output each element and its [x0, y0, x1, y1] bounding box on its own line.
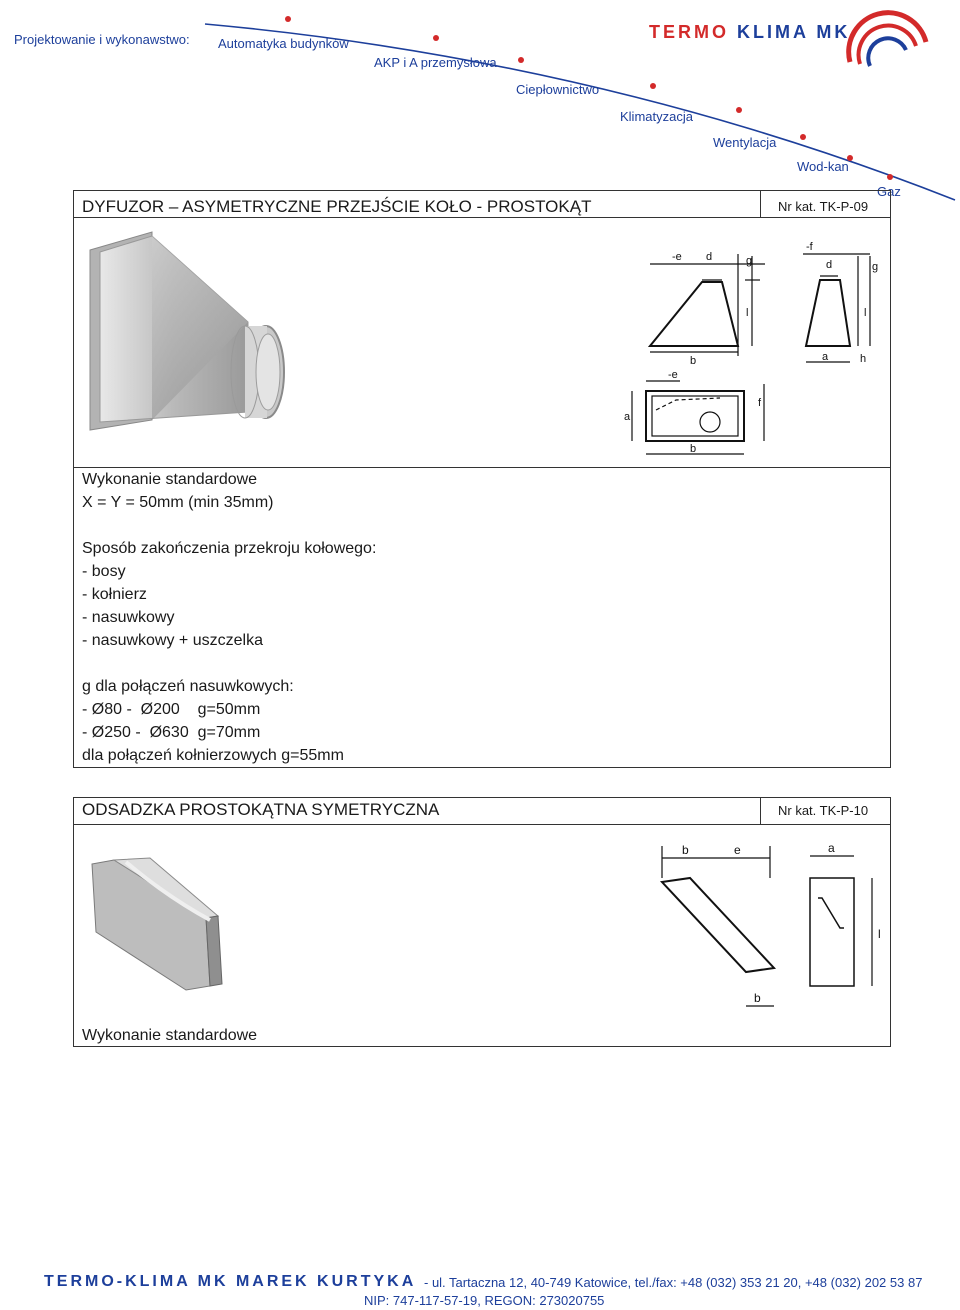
dim-label: b	[682, 843, 689, 857]
offset-photo	[86, 856, 236, 996]
section1-catalog: Nr kat. TK-P-09	[778, 199, 869, 214]
offset-drawing	[650, 838, 890, 1018]
services-label: Projektowanie i wykonawstwo:	[14, 32, 190, 47]
section2-catalog: Nr kat. TK-P-10	[778, 803, 869, 818]
footer-nip: NIP: 747-117-57-19, REGON: 273020755	[364, 1293, 605, 1308]
section1-line: Sposób zakończenia przekroju kołowego:	[82, 540, 377, 557]
service-gaz: Gaz	[877, 184, 901, 199]
dim-label: l	[746, 307, 749, 319]
section1-line: Wykonanie standardowe	[82, 471, 258, 488]
section1-title: DYFUZOR – ASYMETRYCZNE PRZEJŚCIE KOŁO - PROSTOKĄT	[82, 197, 592, 216]
section2-title: ODSADZKA PROSTOKĄTNA SYMETRYCZNA	[82, 800, 440, 819]
dim-label: a	[624, 411, 631, 423]
section1-line: - bosy	[82, 563, 126, 580]
dim-label: a	[828, 841, 835, 855]
dim-label: f	[758, 397, 762, 409]
service-automatyka: Automatyka budynków	[218, 36, 349, 51]
section1-line: - kołnierz	[82, 586, 147, 603]
service-wodkan: Wod-kan	[797, 159, 849, 174]
diffuser-drawing	[620, 236, 890, 464]
service-akp: AKP i A przemysłowa	[374, 55, 497, 70]
dim-label: d	[826, 259, 833, 271]
dim-label: -e	[668, 369, 678, 381]
section1-line: - Ø250 - Ø630 g=70mm	[82, 724, 261, 741]
section1-line: - nasuwkowy	[82, 609, 175, 626]
footer-brand: TERMO-KLIMA MK MAREK KURTYKA	[44, 1273, 417, 1290]
dim-label: h	[860, 353, 867, 365]
section1-line: X = Y = 50mm (min 35mm)	[82, 494, 274, 511]
dim-label: a	[822, 351, 829, 363]
dim-label: b	[754, 991, 761, 1005]
logo-part1: TERMO	[649, 22, 729, 42]
dim-label: b	[690, 355, 697, 367]
dim-label: g	[872, 261, 879, 273]
service-cieplownictwo: Ciepłownictwo	[516, 82, 600, 97]
service-wentylacja: Wentylacja	[713, 135, 777, 150]
section2-line: Wykonanie standardowe	[82, 1027, 258, 1044]
dim-label: g	[746, 255, 753, 267]
footer-address: - ul. Tartaczna 12, 40-749 Katowice, tel./fax: +48 (032) 353 21 20, +48 (032) 202 53 87	[424, 1275, 923, 1290]
company-logo-text	[649, 22, 850, 43]
section1-line: - nasuwkowy + uszczelka	[82, 632, 263, 649]
logo-arcs-icon	[838, 2, 934, 88]
service-klimatyzacja: Klimatyzacja	[620, 109, 693, 124]
section1-line: g dla połączeń nasuwkowych:	[82, 678, 294, 695]
dim-label: l	[864, 307, 867, 319]
dim-label: -f	[806, 241, 813, 253]
dim-label: b	[690, 443, 697, 455]
dim-label: l	[878, 927, 881, 941]
section1-line: dla połączeń kołnierzowych g=55mm	[82, 747, 344, 764]
dim-label: -e	[672, 251, 682, 263]
section1-line: - Ø80 - Ø200 g=50mm	[82, 701, 261, 718]
dim-label: d	[706, 251, 713, 263]
logo-part2: KLIMA MK	[737, 22, 851, 42]
diffuser-photo	[80, 222, 300, 437]
dim-label: e	[734, 843, 741, 857]
